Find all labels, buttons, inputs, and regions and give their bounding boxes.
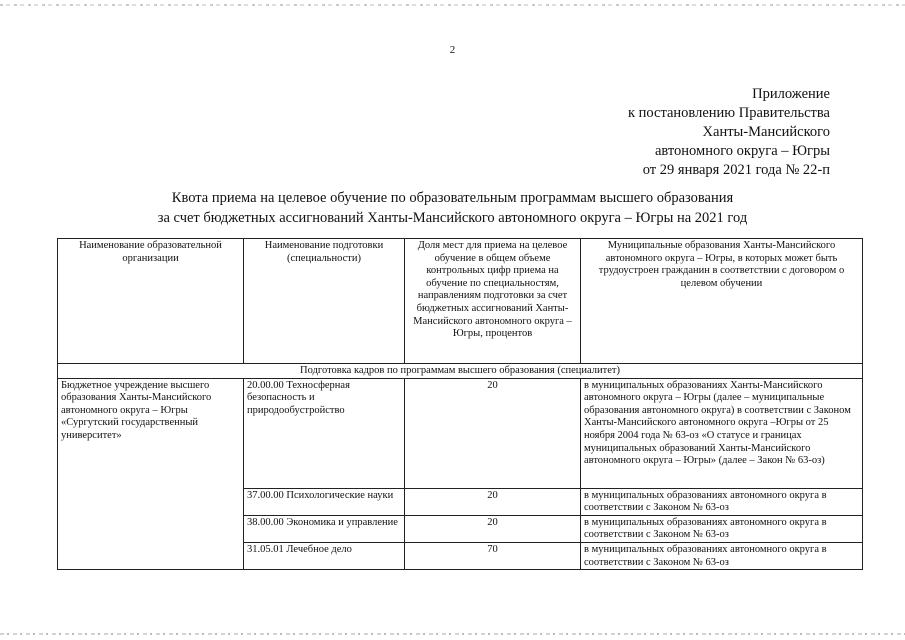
appendix-line: Приложение (752, 86, 830, 102)
appendix-line: автономного округа – Югры (654, 143, 830, 159)
scan-artifact-bottom (0, 633, 905, 635)
specialty-cell: 37.00.00 Психологические науки (244, 488, 405, 515)
page-number: 2 (449, 44, 456, 56)
table-header-row (58, 239, 863, 364)
municipalities-cell: в муниципальных образованиях Ханты-Мансийского автономного округа – Югры (далее – муниципальные образования автономного округа) в соответствии с Законом Ханты-Мансийского автономного округа –Югры от 25 ноября 2004 года № 63-оз «О статусе и границах муниципальных образований Ханты-Мансийского автономного округа – Югры» (далее – Закон № 63-оз) (581, 378, 863, 488)
share-cell: 20 (405, 515, 581, 542)
header-organization: Наименование образовательной организации (58, 239, 244, 364)
scan-artifact-top (0, 4, 905, 6)
share-cell: 20 (405, 378, 581, 488)
header-specialty: Наименование подготовки (специальности) (244, 239, 405, 364)
municipalities-cell: в муниципальных образованиях автономного округа в соответствии с Законом № 63-оз (581, 542, 863, 569)
appendix-line: Ханты-Мансийского (702, 124, 830, 140)
section-row (58, 364, 863, 379)
header-municipalities: Муниципальные образования Ханты-Мансийского автономного округа – Югры, в которых может быть трудоустроен гражданин в соответствии с договором о целевом обучении (581, 239, 863, 364)
appendix-line: от 29 января 2021 года № 22-п (642, 162, 830, 178)
title-line-1: Квота приема на целевое обучение по образовательным программам высшего образования (171, 190, 734, 206)
appendix-line: к постановлению Правительства (628, 105, 830, 121)
municipalities-cell: в муниципальных образованиях автономного округа в соответствии с Законом № 63-оз (581, 488, 863, 515)
section-title: Подготовка кадров по программам высшего образования (специалитет) (58, 364, 863, 379)
table-row (58, 378, 863, 488)
specialty-cell: 38.00.00 Экономика и управление (244, 515, 405, 542)
share-cell: 20 (405, 488, 581, 515)
specialty-cell: 20.00.00 Техносферная безопасность и природообустройство (244, 378, 405, 488)
title-line-2: за счет бюджетных ассигнований Ханты-Мансийского автономного округа – Югры на 2021 год (157, 210, 748, 226)
municipalities-cell: в муниципальных образованиях автономного округа в соответствии с Законом № 63-оз (581, 515, 863, 542)
specialty-cell: 31.05.01 Лечебное дело (244, 542, 405, 569)
appendix-block (628, 85, 830, 180)
share-cell: 70 (405, 542, 581, 569)
header-share: Доля мест для приема на целевое обучение в общем объеме контрольных цифр приема на обучение по специальностям, направлениям подготовки за счет бюджетных ассигнований Ханты-Мансийского автономного округа – Югры, процентов (405, 239, 581, 364)
quota-table (57, 238, 863, 570)
organization-cell: Бюджетное учреждение высшего образования Ханты-Мансийского автономного округа – Югры «Сургутский государственный университет» (58, 378, 244, 570)
document-title (0, 188, 905, 228)
